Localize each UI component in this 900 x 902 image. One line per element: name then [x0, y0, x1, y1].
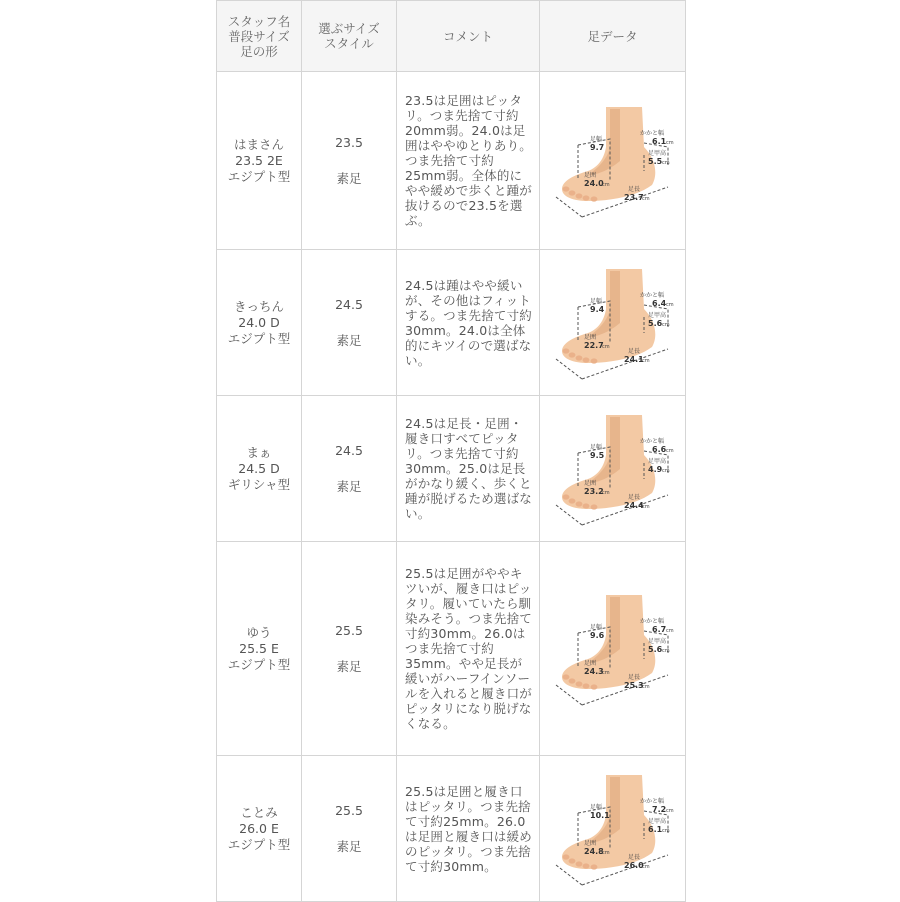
instep-height-unit: cm [661, 467, 670, 474]
instep-height-label: 足甲高 [647, 637, 666, 645]
foot-girth-unit: cm [601, 669, 610, 676]
toe-shape [590, 196, 597, 201]
toe-shape [582, 503, 589, 508]
chosen-size: 25.5 [335, 802, 363, 818]
staff-foot-shape: エジプト型 [227, 168, 291, 184]
toe-shape [575, 193, 582, 198]
heel-width-label: かかと幅 [639, 617, 664, 625]
comment-cell: 24.5は足長・足囲・履き口すべてピッタリ。つま先捨て寸約30mm。25.0は足長がかなり緩く、歩くと踵が脱げるため選ばない。 [397, 396, 540, 542]
style: 素足 [336, 332, 362, 348]
toe-shape [590, 684, 597, 689]
staff-name: はまさん [233, 136, 284, 152]
foot-girth-label: 足囲 [583, 659, 596, 667]
foot-data-cell [540, 250, 686, 396]
foot-width-label: 足幅 [589, 803, 602, 811]
foot-length-unit: cm [641, 503, 650, 510]
instep-height-label: 足甲高 [647, 149, 666, 157]
staff-name: ゆう [246, 624, 272, 640]
toe-shape [568, 190, 575, 195]
table-header-row [217, 1, 686, 72]
table-row [217, 250, 686, 396]
staff-usual-size: 23.5 2E [235, 152, 283, 168]
foot-girth-unit: cm [601, 849, 610, 856]
foot-length-label: 足長 [627, 347, 640, 355]
instep-height-unit: cm [661, 647, 670, 654]
heel-width-value: 6.1 [651, 136, 666, 146]
foot-data-cell [540, 396, 686, 542]
staff-name: きっちん [233, 298, 284, 314]
comment-cell: 24.5は踵はやや緩いが、その他はフィットする。つま先捨て寸約30mm。24.0は全体的にキツイので選ばない。 [397, 250, 540, 396]
foot-girth-value: 24.3 [583, 666, 604, 676]
foot-length-value: 24.4 [623, 500, 644, 510]
chosen-size: 23.5 [335, 134, 363, 150]
toe-shape [590, 358, 597, 363]
header-staff-line: スタッフ名 [227, 13, 291, 29]
header-size-line: 選ぶサイズ [318, 21, 380, 36]
foot-width-value: 9.7 [589, 142, 604, 152]
staff-cell [217, 72, 302, 250]
toe-shape [562, 186, 569, 191]
heel-width-label: かかと幅 [639, 129, 664, 137]
foot-length-unit: cm [641, 195, 650, 202]
staff-name: ことみ [240, 804, 278, 820]
foot-girth-value: 24.0 [583, 178, 604, 188]
instep-height-label: 足甲高 [647, 817, 666, 825]
chosen-size: 24.5 [335, 442, 363, 458]
comment-cell: 23.5は足囲はピッタリ。つま先捨て寸約20mm弱。24.0は足囲はややゆとりあり。つま先捨て寸約25mm弱。全体的にやや緩めで歩くと踵が抜けるので23.5を選ぶ。 [397, 72, 540, 250]
toe-shape [590, 864, 597, 869]
header-foot-data: 足データ [540, 1, 686, 72]
staff-usual-size: 26.0 E [239, 820, 279, 836]
instep-height-label: 足甲高 [647, 311, 666, 319]
foot-width-label: 足幅 [589, 443, 602, 451]
size-style-cell [302, 72, 397, 250]
foot-girth-label: 足囲 [583, 479, 596, 487]
foot-diagram [548, 101, 678, 221]
foot-length-unit: cm [641, 357, 650, 364]
header-staff-line: 足の形 [240, 43, 278, 59]
instep-height-value: 5.6 [647, 318, 662, 328]
foot-length-label: 足長 [627, 185, 640, 193]
heel-width-unit: cm [665, 627, 674, 634]
toe-shape [590, 504, 597, 509]
foot-width-label: 足幅 [589, 623, 602, 631]
toe-shape [582, 357, 589, 362]
staff-name: まぁ [246, 444, 272, 460]
toe-shape [582, 683, 589, 688]
heel-width-unit: cm [665, 807, 674, 814]
foot-length-value: 24.1 [623, 354, 644, 364]
staff-usual-size: 25.5 E [239, 640, 279, 656]
toe-shape [568, 858, 575, 863]
foot-length-value: 23.7 [623, 192, 644, 202]
style: 素足 [336, 478, 362, 494]
toe-shape [562, 674, 569, 679]
staff-cell [217, 756, 302, 902]
toe-shape [575, 355, 582, 360]
size-style-cell [302, 542, 397, 756]
heel-width-label: かかと幅 [639, 797, 664, 805]
comment-cell: 25.5は足囲と履き口はピッタリ。つま先捨て寸約25mm。26.0は足囲と履き口は緩めのピッタリ。つま先捨て寸約30mm。 [397, 756, 540, 902]
toe-shape [562, 348, 569, 353]
foot-diagram [548, 589, 678, 709]
foot-width-value: 9.4 [589, 304, 604, 314]
foot-girth-label: 足囲 [583, 333, 596, 341]
heel-width-value: 7.2 [651, 804, 666, 814]
staff-usual-size: 24.5 D [238, 460, 280, 476]
table-row [217, 542, 686, 756]
staff-cell [217, 542, 302, 756]
foot-girth-value: 23.2 [583, 486, 604, 496]
staff-foot-shape: エジプト型 [227, 330, 291, 346]
toe-shape [568, 678, 575, 683]
style: 素足 [336, 658, 362, 674]
foot-diagram [548, 263, 678, 383]
foot-length-value: 25.3 [623, 680, 644, 690]
table-row [217, 756, 686, 902]
toe-shape [582, 195, 589, 200]
comment-cell: 25.5は足囲がややキツいが、履き口はピッタリ。履いていたら馴染みそう。つま先捨て寸約30mm。26.0はつま先捨て寸約35mm。やや足長が緩いがハーフインソールを入れると履き口がピッタリになり脱げなくなる。 [397, 542, 540, 756]
toe-shape [582, 863, 589, 868]
foot-length-label: 足長 [627, 493, 640, 501]
toe-shape [568, 498, 575, 503]
style: 素足 [336, 838, 362, 854]
size-style-cell [302, 396, 397, 542]
foot-girth-value: 24.8 [583, 846, 604, 856]
chosen-size: 24.5 [335, 296, 363, 312]
foot-girth-label: 足囲 [583, 839, 596, 847]
size-style-cell [302, 250, 397, 396]
foot-length-label: 足長 [627, 853, 640, 861]
instep-height-unit: cm [661, 159, 670, 166]
foot-girth-unit: cm [601, 181, 610, 188]
staff-cell [217, 250, 302, 396]
staff-foot-shape: エジプト型 [227, 656, 291, 672]
foot-girth-label: 足囲 [583, 171, 596, 179]
foot-data-cell [540, 542, 686, 756]
foot-girth-unit: cm [601, 489, 610, 496]
style: 素足 [336, 170, 362, 186]
table-row [217, 72, 686, 250]
staff-usual-size: 24.0 D [238, 314, 280, 330]
heel-width-label: かかと幅 [639, 437, 664, 445]
foot-girth-value: 22.7 [583, 340, 604, 350]
staff-foot-shape: エジプト型 [227, 836, 291, 852]
foot-girth-unit: cm [601, 343, 610, 350]
table-row [217, 396, 686, 542]
foot-width-label: 足幅 [589, 297, 602, 305]
instep-height-label: 足甲高 [647, 457, 666, 465]
foot-length-value: 26.0 [623, 860, 644, 870]
foot-diagram [548, 409, 678, 529]
header-comment: コメント [397, 1, 540, 72]
heel-width-value: 6.6 [651, 444, 666, 454]
heel-width-label: かかと幅 [639, 291, 664, 299]
heel-width-value: 6.4 [651, 298, 666, 308]
toe-shape [575, 861, 582, 866]
staff-foot-shape: ギリシャ型 [227, 476, 291, 492]
header-staff [217, 1, 302, 72]
header-staff-line: 普段サイズ [228, 28, 290, 44]
foot-length-unit: cm [641, 683, 650, 690]
toe-shape [575, 681, 582, 686]
heel-width-unit: cm [665, 139, 674, 146]
instep-height-unit: cm [661, 827, 670, 834]
foot-width-value: 9.5 [589, 450, 604, 460]
foot-length-label: 足長 [627, 673, 640, 681]
foot-width-value: 9.6 [589, 630, 604, 640]
toe-shape [562, 854, 569, 859]
instep-height-value: 5.6 [647, 644, 662, 654]
size-style-cell [302, 756, 397, 902]
staff-cell [217, 396, 302, 542]
heel-width-unit: cm [665, 447, 674, 454]
instep-height-value: 4.9 [647, 464, 662, 474]
foot-diagram [548, 769, 678, 889]
header-size-style [302, 1, 397, 72]
instep-height-unit: cm [661, 321, 670, 328]
foot-length-unit: cm [641, 863, 650, 870]
heel-width-value: 6.7 [651, 624, 666, 634]
header-style-line: スタイル [324, 36, 374, 51]
foot-width-label: 足幅 [589, 135, 602, 143]
instep-height-value: 6.1 [647, 824, 662, 834]
toe-shape [575, 501, 582, 506]
foot-width-value: 10.1 [589, 810, 610, 820]
foot-data-cell [540, 72, 686, 250]
chosen-size: 25.5 [335, 622, 363, 638]
toe-shape [568, 352, 575, 357]
size-comparison-table [216, 0, 686, 902]
foot-data-cell [540, 756, 686, 902]
toe-shape [562, 494, 569, 499]
heel-width-unit: cm [665, 301, 674, 308]
instep-height-value: 5.5 [647, 156, 662, 166]
